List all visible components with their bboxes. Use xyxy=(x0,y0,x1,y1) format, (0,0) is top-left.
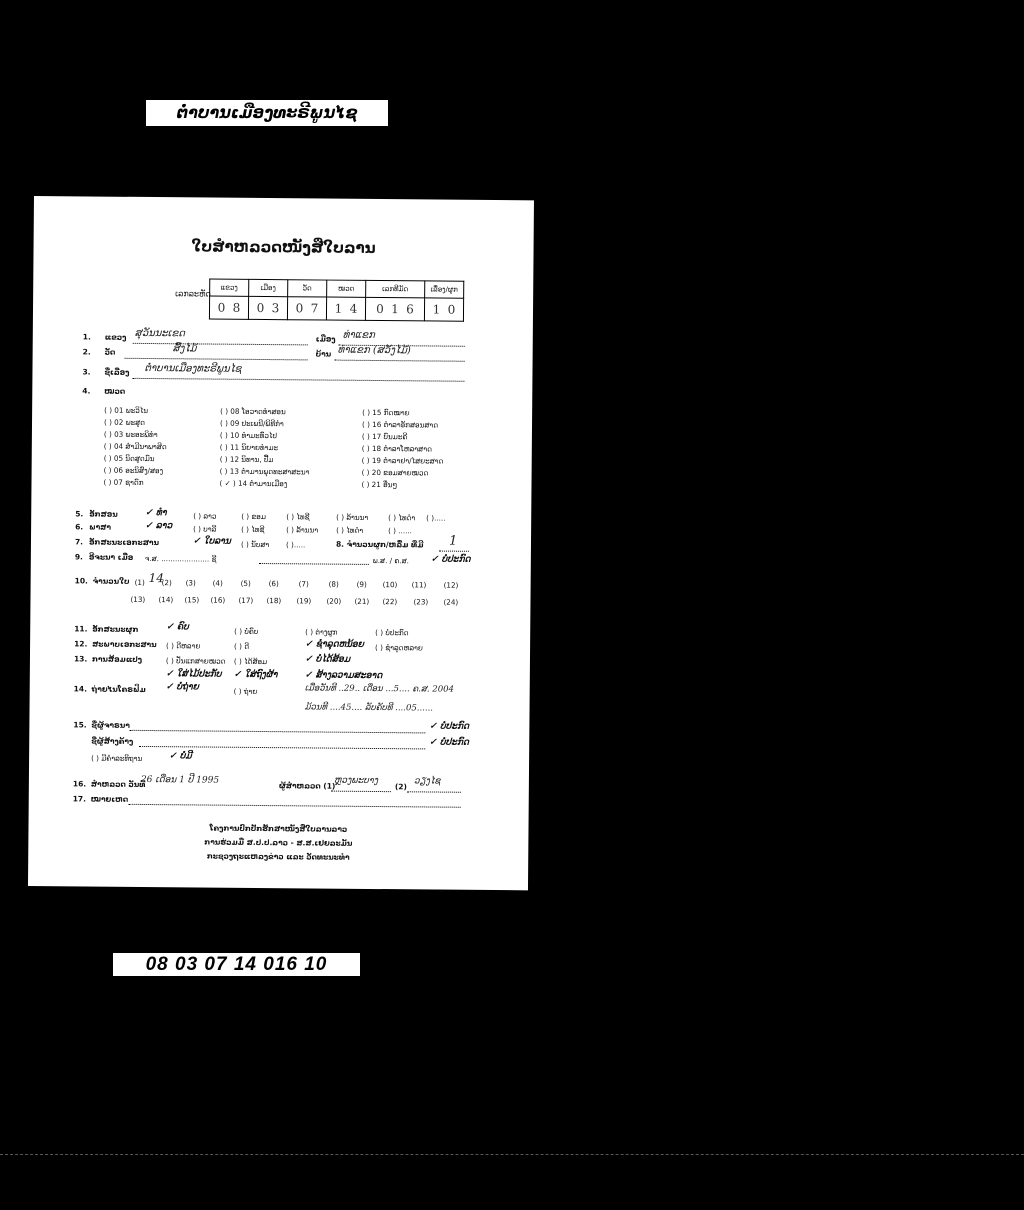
code-digit: 0 xyxy=(376,301,384,317)
leaf-count-option: (19) xyxy=(296,596,312,606)
microfilm-option: ( ) ຖ່າຍ xyxy=(233,686,258,696)
script-option: ( ) ໄທດຳ xyxy=(388,513,416,523)
category-option: ( ) 18 ຕໍາລາໂຫລາສາດ xyxy=(361,443,432,454)
field-11-label: ອັກສະນະຜູກ xyxy=(92,624,139,634)
field-14-number: 14. xyxy=(73,684,88,694)
category-option: ( ) 21 ອື່ນໆ xyxy=(361,479,398,490)
category-option-checked: ( ✓ ) 14 ຕໍາມານເມືອງ xyxy=(219,478,288,489)
field-8-text: ຈຳນວນຜູກ/ຫລື້ມ ທີ່ມີ xyxy=(346,539,424,550)
field-4-number: 4. xyxy=(82,386,91,396)
category-option: ( ) 19 ຕໍາລາຢາ/ໄສຍະສາດ xyxy=(361,455,444,466)
field-8-label xyxy=(336,540,424,550)
surveyor-2-signature: ວຽງໄຊ xyxy=(413,776,441,787)
preservation-option-checked: ✓ ໃສ່ໄມ້ປະກັບ xyxy=(165,669,222,680)
field-15-label2: ຊື່ຜູ້ສ້າງຄ້າງ xyxy=(91,736,134,746)
leaf-count-option: (8) xyxy=(328,579,339,589)
leaf-count-option: (17) xyxy=(238,595,254,605)
script-option: ( ) ຂອມ xyxy=(241,511,266,522)
ministry-line: ກະຊວງຖະແຫລງຂ່າວ ແລະ ວັດທະນະທຳ xyxy=(206,851,350,862)
field-10-label: ຈຳນວນໃບ xyxy=(92,576,130,586)
field-5-label: ອັກສອນ xyxy=(89,509,118,519)
preservation-option-checked: ✓ ໃສ່ຖົງຜ້າ xyxy=(233,669,278,681)
language-option: ( ) ໄທຊີ xyxy=(241,524,265,535)
condition-option-checked: ✓ ຊຳລຸດຫນ້ອຍ xyxy=(305,639,364,650)
code-header: ວັດ xyxy=(288,280,327,297)
field-15-number: 15. xyxy=(73,720,87,730)
script-option: ( ) ລາວ xyxy=(193,511,217,521)
field-6-number: 6. xyxy=(75,522,84,532)
microfilm-date: ເມື່ອວັນທີ ..29.. ເດືອນ ...5.... ຄ.ສ. 2004 xyxy=(304,683,455,695)
language-option: ( ) ...... xyxy=(388,526,413,536)
leaf-count-option: (13) xyxy=(130,594,146,604)
completeness-option: ( ) ບໍ່ຄົບ xyxy=(234,626,259,636)
leaf-count-option: (9) xyxy=(356,579,367,589)
leaf-count-option: (6) xyxy=(268,579,279,589)
leaf-count-option: (20) xyxy=(326,596,342,606)
category-option: ( ) 08 ໂອວາດທຳສອນ xyxy=(220,406,286,417)
field-16-number: 16. xyxy=(72,779,87,789)
field-17-label: ໝາຍເຫດ xyxy=(90,794,129,804)
field-5-number: 5. xyxy=(75,509,84,519)
field-2-label: ວັດ xyxy=(104,347,116,357)
preservation-option-checked: ✓ ສ້າງລວາມສະອາດ xyxy=(304,670,383,682)
category-option: ( ) 07 ຊາດົກ xyxy=(103,477,144,487)
leaf-count-option: (15) xyxy=(184,595,200,605)
cooperation-line: ການຮ່ວມມື ສ.ປ.ປ.ລາວ - ສ.ສ.ເຢຍລະມັນ xyxy=(204,837,353,848)
leaf-count-option: (3) xyxy=(185,578,196,588)
colophon-option-checked: ✓ ບໍ່ມີ xyxy=(169,751,192,762)
field-9-era: ຈ.ສ. ..................... ຊີ xyxy=(144,553,217,564)
code-digit: 0 xyxy=(217,300,226,315)
field-3-label: ຊື່ເລື່ອງ xyxy=(104,367,130,377)
category-option: ( ) 13 ຕໍາມານພຸດທະສາສະນາ xyxy=(219,466,310,477)
script-option: ( ) ລ້ານນາ xyxy=(336,512,369,522)
code-digit: 8 xyxy=(232,300,241,315)
code-header: ເລື່ອງ/ຜູກ xyxy=(425,281,464,298)
repair-option-checked: ✓ ບໍ່ໄດ້ສ້ອມ xyxy=(304,654,351,665)
surveyor-label: ຜູ້ສຳຫລວດ (1) xyxy=(278,781,336,791)
code-table xyxy=(209,279,464,322)
code-digit: 0 xyxy=(295,301,304,316)
project-name: ໂຄງການປົກປັກຮັກສາໜັງສືໃບລານລາວ xyxy=(209,823,348,834)
language-option: ( ) ໄທດຳ xyxy=(336,525,364,535)
document-title-label: ຕໍ່າບານເມືອງທະຣີພູນໄຊ xyxy=(146,100,388,126)
material-option: ( )..... xyxy=(285,540,306,550)
leaf-count-option: (14) xyxy=(158,595,174,605)
field-7-label: ອັກສະນະເອກະສານ xyxy=(88,537,160,548)
completeness-option-checked: ✓ ຄົບ xyxy=(166,622,189,633)
field-15-label: ຊື່ຜູ້ຈາຣນາ xyxy=(91,720,130,730)
completeness-option: ( ) ບໍ່ປະກົດ xyxy=(375,627,409,638)
field-2-value: ສົ້ງໄມ້ xyxy=(172,343,197,355)
field-1-label2: ເມືອງ xyxy=(315,334,336,344)
code-header: ເມືອງ xyxy=(249,279,288,296)
condition-option: ( ) ຊຳລຸດຫລາຍ xyxy=(375,642,423,653)
category-option: ( ) 15 ກົດໝາຍ xyxy=(362,407,410,418)
field-9-line xyxy=(259,563,369,565)
leaf-count-option: (23) xyxy=(413,597,429,607)
field-10-number: 10. xyxy=(74,576,88,586)
category-option: ( ) 16 ຕໍາລາອັກສອນສາດ xyxy=(361,419,439,430)
field-3-number: 3. xyxy=(82,367,91,377)
field-12-label: ສະພາບເອກະສານ xyxy=(92,639,157,650)
category-option: ( ) 06 ອະນິສົງ/ສອງ xyxy=(103,465,164,476)
scan-edge-line xyxy=(0,1154,1024,1156)
microfilm-reel: ມ້ວນທີ ....45.... ລັບຄັບທີ ....05...... xyxy=(304,702,434,714)
field-2-line xyxy=(125,358,308,361)
language-option: ( ) ບາລີ xyxy=(193,524,217,534)
leaf-count-option: (11) xyxy=(411,580,427,590)
code-digit: 1 xyxy=(432,302,441,317)
sponsor-unknown-checked: ✓ ບໍ່ປະກົດ xyxy=(429,737,469,748)
completeness-option: ( ) ຕ່າງຜູກ xyxy=(305,627,338,637)
repair-option: ( ) ໄດ້ສ້ອມ xyxy=(233,656,268,667)
condition-option: ( ) ດີຫລາຍ xyxy=(166,641,201,651)
surveyor-line-1 xyxy=(331,791,391,793)
code-header: ເລກທີມັດ xyxy=(366,280,425,298)
field-15-line xyxy=(129,730,425,734)
survey-form-page xyxy=(28,196,534,890)
archive-code-label: 08 03 07 14 016 10 xyxy=(113,953,360,976)
code-digit: 3 xyxy=(271,301,280,316)
scribe-unknown-checked: ✓ ບໍ່ປະກົດ xyxy=(429,721,470,732)
script-option-checked: ✓ ທຳ xyxy=(145,507,167,519)
field-8-value: 1 xyxy=(448,533,458,549)
field-13-number: 13. xyxy=(73,654,88,664)
field-9-label: ອີຈະນາ ເມື່ອ xyxy=(88,552,134,562)
material-option: ( ) ນັບສາ xyxy=(240,539,270,550)
category-option: ( ) 03 ພະອະພິທຳ xyxy=(103,429,158,440)
field-12-number: 12. xyxy=(74,639,88,649)
field-11-number: 11. xyxy=(74,624,88,634)
leaf-count-option: (4) xyxy=(212,578,223,588)
field-1-number: 1. xyxy=(82,332,91,342)
field-8-number: 8. xyxy=(335,539,345,549)
script-option: ( )..... xyxy=(426,513,446,523)
field-9-unknown-checked: ✓ ບໍ່ປະກົດ xyxy=(430,554,471,565)
field-8-line xyxy=(439,551,469,552)
category-option: ( ) 02 ພະສູດ xyxy=(103,417,146,427)
leaf-count-option: (1) xyxy=(134,577,145,587)
leaf-count-option: (16) xyxy=(210,595,226,605)
material-option-checked: ✓ ໃບລານ xyxy=(192,536,231,547)
surveyor-1-signature: ຫຼວງພະບາງ xyxy=(333,775,379,787)
code-digit: 0 xyxy=(256,300,265,316)
leaf-count-option: (5) xyxy=(240,578,251,588)
field-14-label: ຖ່າຍໄນໂຄຣຟິມ xyxy=(91,684,146,694)
language-option-checked: ✓ ລາວ xyxy=(145,520,173,532)
field-7-number: 7. xyxy=(74,537,84,547)
colophon-option: ( ) ມີຄຳລະທິຖານ xyxy=(91,753,143,763)
leaf-count-option: (12) xyxy=(443,580,459,590)
field-17-number: 17. xyxy=(72,794,87,804)
category-option: ( ) 20 ຂອມສາຍໝວດ xyxy=(361,467,429,478)
leaf-count-option: (18) xyxy=(266,596,282,606)
field-2-line2 xyxy=(335,360,465,362)
field-13-label: ການສ້ອມແປງ xyxy=(91,654,143,664)
category-option: ( ) 17 ບົນມະຄີ xyxy=(361,431,408,442)
leaf-count-option: (2) xyxy=(161,578,172,588)
code-digit: 4 xyxy=(349,301,358,316)
surveyor-line-2 xyxy=(407,791,461,792)
field-2-label2: ບ້ານ xyxy=(315,349,332,359)
code-digit: 1 xyxy=(391,302,399,317)
repair-option: ( ) ປັ່ນແກສາຍໝວດ xyxy=(165,656,226,666)
code-label: ເລກລະຫັດ xyxy=(175,289,211,299)
field-9-number: 9. xyxy=(74,552,83,562)
field-15-line2 xyxy=(139,746,425,749)
category-option: ( ) 04 ສຳມີນາພາສິດ xyxy=(103,441,167,452)
code-digit: 1 xyxy=(334,301,343,316)
field-1-value: ສຸວັນນະເຂດ xyxy=(134,327,185,340)
field-1-value2: ທ່າແຂກ xyxy=(342,329,375,341)
category-option: ( ) 10 ທຳມະທົ່ວໄປ xyxy=(219,430,278,441)
condition-option: ( ) ດີ xyxy=(234,641,250,651)
code-digit: 6 xyxy=(406,302,414,317)
code-digit: 7 xyxy=(310,301,319,316)
category-option: ( ) 09 ປະເພນີ/ພິທີກຳ xyxy=(219,418,284,429)
form-title: ໃບສຳຫລວດໜັງສືໃບລານ xyxy=(191,237,376,257)
surveyor-2-label: (2) xyxy=(394,782,407,792)
leaf-count-option: (21) xyxy=(354,596,370,606)
category-option: ( ) 12 ນິທານ, ປື້ມ xyxy=(219,454,274,465)
leaf-count-option: (24) xyxy=(443,597,459,607)
microfilm-option-checked: ✓ ບໍ່ຖ່າຍ xyxy=(165,682,199,693)
code-header: ແຂວງ xyxy=(210,279,249,296)
field-10-handwritten: 14 xyxy=(148,571,165,586)
category-option: ( ) 11 ນິຍາຍທຳມະ xyxy=(219,442,279,453)
script-option: ( ) ໄທຊີ xyxy=(286,512,310,522)
field-16-label: ສຳຫລວດ ວັນທີ xyxy=(90,779,146,789)
leaf-count-option: (10) xyxy=(382,580,398,590)
survey-date: 26 ເດືອນ 1 ປີ 1995 xyxy=(140,774,220,786)
field-9-era2: ພ.ສ. / ຄ.ສ. xyxy=(372,555,409,566)
code-digit: 0 xyxy=(447,302,456,317)
field-6-label: ພາສາ xyxy=(89,522,111,532)
category-option: ( ) 01 ພະວິໄນ xyxy=(104,405,149,416)
code-header: ໝວດ xyxy=(327,280,366,297)
language-option: ( ) ລ້ານນາ xyxy=(286,525,319,535)
leaf-count-option: (22) xyxy=(382,597,398,607)
field-1-label: ແຂວງ xyxy=(104,332,127,342)
field-2-value2: ທ່າແຂກ (ສວ້ງໄມ້) xyxy=(337,344,411,357)
field-2-number: 2. xyxy=(82,347,91,357)
field-4-label: ໝວດ xyxy=(104,386,126,396)
category-option: ( ) 05 ນິດສູດມົນ xyxy=(103,453,155,464)
field-1-line xyxy=(133,343,308,346)
field-17-line xyxy=(129,804,461,808)
field-3-line xyxy=(132,378,464,382)
field-3-value: ຕໍ່າບານເມືອງທະຣີພູນໄຊ xyxy=(144,362,242,375)
leaf-count-option: (7) xyxy=(298,579,309,589)
